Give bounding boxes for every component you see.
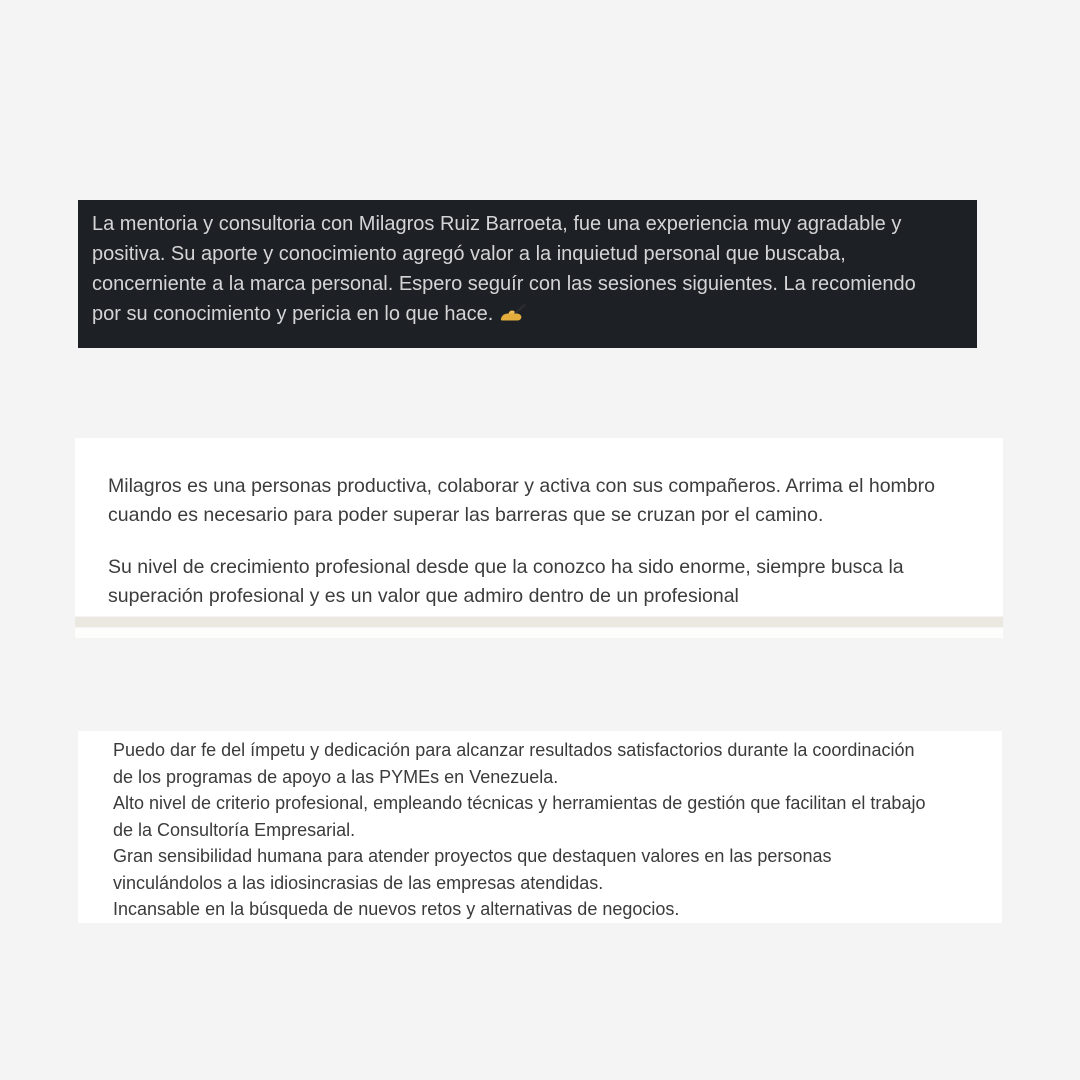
testimonial-card-bottom [78, 731, 1002, 923]
testimonial-text-line [92, 299, 965, 332]
testimonial-card-middle [75, 438, 1003, 616]
testimonial-text-line: Gran sensibilidad humana para atender proyectos que destaquen valores en las personas [113, 846, 832, 866]
testimonial-card-dark [78, 200, 977, 348]
testimonial-text-line: Incansable en la búsqueda de nuevos retos y alternativas de negocios. [113, 899, 680, 919]
testimonial-text-line: Milagros es una personas productiva, colaborar y activa con sus compañeros. Arrima el hombro [108, 475, 935, 497]
writing-hand-icon [499, 302, 526, 332]
testimonial-text-line: La mentoria y consultoria con Milagros Ruiz Barroeta, fue una experiencia muy agradable y [92, 213, 902, 235]
testimonial-text-line: concerniente a la marca personal. Espero seguír con las sesiones siguientes. La recomiendo [92, 273, 916, 295]
testimonial-text-line: positiva. Su aporte y conocimiento agregó valor a la inquietud personal que buscaba, [92, 243, 846, 265]
cropped-card-edge-white [75, 628, 1003, 638]
testimonial-text-line: Su nivel de crecimiento profesional desde que la conozco ha sido enorme, siempre busca la [108, 556, 904, 578]
testimonial-text: por su conocimiento y pericia en lo que hace. [92, 303, 494, 325]
testimonial-text-line: vinculándolos a las idiosincrasias de las empresas atendidas. [113, 872, 604, 893]
testimonial-text-line: de la Consultoría Empresarial. [113, 819, 356, 840]
testimonial-text-line: Alto nivel de criterio profesional, empleando técnicas y herramientas de gestión que facilitan el trabajo [113, 793, 926, 813]
testimonial-text-line: cuando es necesario para poder superar las barreras que se cruzan por el camino. [108, 504, 824, 526]
testimonial-text-line: de los programas de apoyo a las PYMEs en Venezuela. [113, 766, 559, 787]
testimonial-text-line: Puedo dar fe del ímpetu y dedicación para alcanzar resultados satisfactorios durante la coordinación [113, 740, 915, 760]
cropped-card-edge-beige [75, 617, 1003, 627]
testimonial-text-line: superación profesional y es un valor que admiro dentro de un profesional [108, 585, 739, 607]
